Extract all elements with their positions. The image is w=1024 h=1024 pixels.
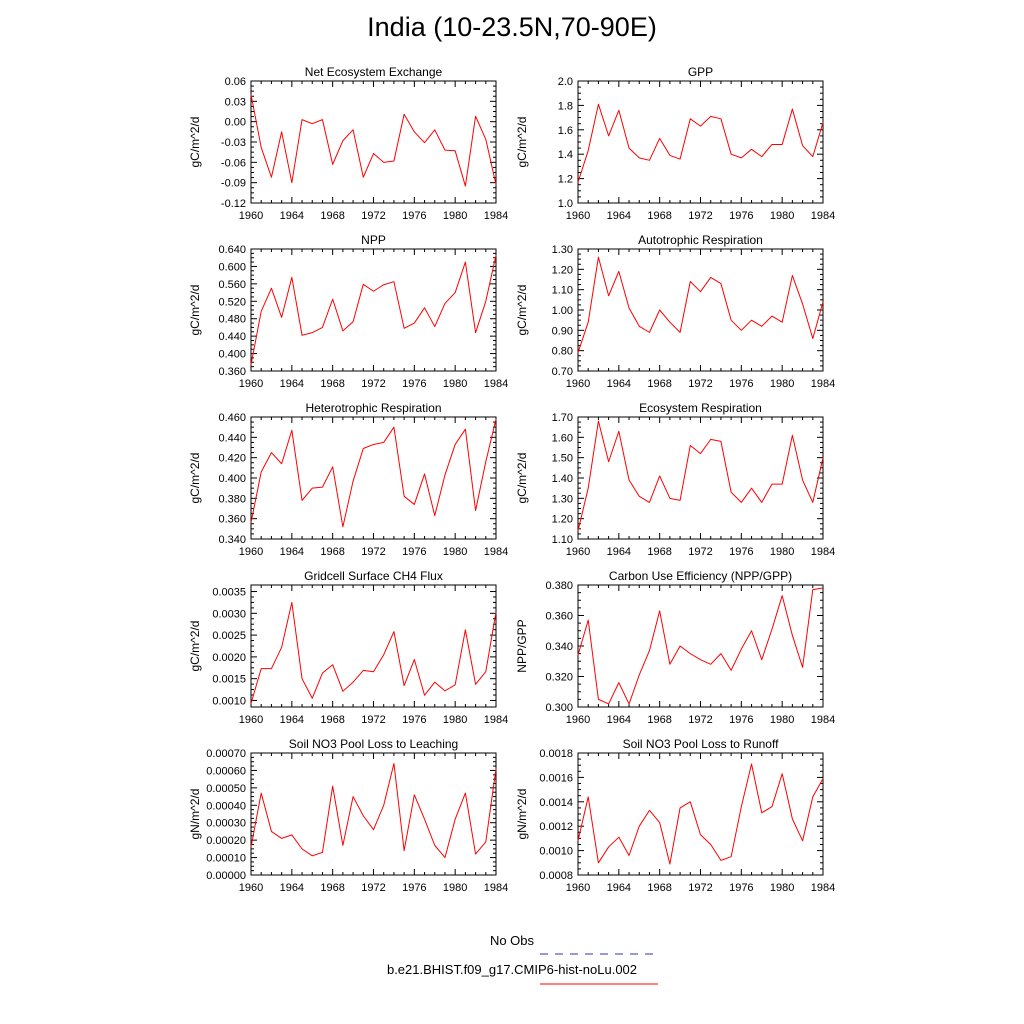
panel-2-xtick-label: 1972 — [361, 378, 386, 390]
panel-3-xtick-label: 1980 — [769, 378, 795, 390]
panel-0-ytick-label: -0.03 — [220, 137, 246, 149]
legend-line-model — [538, 979, 660, 989]
panel-5-xtick-label: 1984 — [810, 546, 836, 558]
panel-0-xtick-label: 1960 — [238, 210, 264, 222]
panel-9-xtick-label: 1964 — [606, 882, 632, 894]
panel-3-ylabel: gC/m^2/d — [515, 284, 529, 336]
panel-8-series-line-0 — [251, 763, 496, 857]
panel-5-xtick-label: 1968 — [647, 546, 672, 558]
panel-9-title: Soil NO3 Pool Loss to Runoff — [622, 737, 779, 751]
panel-2-ytick-label: 0.400 — [218, 348, 246, 361]
panel-9-series-line-0 — [578, 764, 823, 864]
panel-9-xtick-label: 1960 — [565, 882, 591, 894]
panel-5-ytick-label: 1.30 — [551, 493, 573, 506]
panel-6-series-line-0 — [251, 602, 496, 703]
panel-3-xtick-label: 1972 — [688, 378, 713, 390]
panel-7-ylabel: NPP/GPP — [515, 619, 529, 673]
panel-6-ytick-label: 0.0020 — [212, 651, 246, 664]
panel-1-ytick-label: 1.2 — [557, 173, 573, 186]
panel-5-ytick-label: 1.20 — [551, 513, 573, 526]
panel-1-xtick-label: 1968 — [647, 210, 672, 222]
panel-5-ytick-label: 1.60 — [551, 432, 573, 445]
panel-8-ytick-label: 0.00060 — [206, 765, 246, 778]
panel-8-xtick-label: 1984 — [483, 882, 509, 894]
panel-8-ytick-label: 0.00050 — [206, 782, 246, 795]
panel-6-title: Gridcell Surface CH4 Flux — [304, 569, 443, 583]
panel-4-ytick-label: 0.360 — [218, 513, 246, 526]
panel-9-ytick-label: 0.0010 — [539, 845, 573, 858]
panel-6-ytick-label: 0.0015 — [212, 673, 246, 686]
panel-5-xtick-label: 1980 — [769, 546, 795, 558]
panel-4-ytick-label: 0.400 — [218, 473, 246, 485]
panel-2-series-line-0 — [251, 255, 496, 365]
panel-2-ytick-label: 0.560 — [218, 278, 246, 291]
panel-7-ytick-label: 0.340 — [545, 641, 573, 653]
panel-1-ytick-label: 1.8 — [557, 100, 573, 113]
panel-9-frame — [578, 753, 823, 875]
panel-7-xtick-label: 1984 — [810, 714, 836, 726]
panel-5-ytick-label: 1.70 — [551, 412, 573, 424]
panel-1-ytick-label: 1.0 — [557, 198, 573, 210]
panel-0-xtick-label: 1964 — [279, 210, 305, 222]
panel-3-series-line-0 — [578, 257, 823, 353]
panel-6-xtick-label: 1972 — [361, 714, 386, 726]
panel-3-xtick-label: 1976 — [729, 378, 754, 390]
panel-1-series-line-0 — [578, 104, 823, 182]
panel-7-xtick-label: 1968 — [647, 714, 672, 726]
panel-1-ytick-label: 1.4 — [557, 149, 573, 162]
panel-2-xtick-label: 1964 — [279, 378, 305, 390]
panel-8-xtick-label: 1968 — [320, 882, 345, 894]
panel-1-ytick-label: 2.0 — [557, 76, 573, 88]
panel-7-xtick-label: 1972 — [688, 714, 713, 726]
panel-6-xtick-label: 1968 — [320, 714, 345, 726]
panel-2-ytick-label: 0.520 — [218, 296, 246, 309]
panel-6-ytick-label: 0.0035 — [212, 586, 246, 599]
panel-9-ytick-label: 0.0008 — [539, 870, 573, 882]
panel-5-frame — [578, 417, 823, 539]
panel-0-series-line-0 — [251, 95, 496, 187]
panel-4-xtick-label: 1984 — [483, 546, 509, 558]
panel-7-ytick-label: 0.300 — [545, 702, 573, 714]
panel-4-ytick-label: 0.440 — [218, 432, 246, 445]
panel-3-frame — [578, 249, 823, 371]
panel-8-ytick-label: 0.00040 — [206, 800, 246, 813]
panel-8-xtick-label: 1960 — [238, 882, 264, 894]
panel-4-ytick-label: 0.420 — [218, 452, 246, 465]
panel-5-ytick-label: 1.50 — [551, 452, 573, 465]
panel-8-xtick-label: 1964 — [279, 882, 305, 894]
panel-6-ytick-label: 0.0030 — [212, 608, 246, 621]
panel-0-xtick-label: 1968 — [320, 210, 345, 222]
panel-3-xtick-label: 1960 — [565, 378, 591, 390]
panel-9-xtick-label: 1972 — [688, 882, 713, 894]
figure-title: India (10-23.5N,70-90E) — [367, 12, 657, 42]
panel-3-ytick-label: 1.30 — [551, 244, 573, 256]
panel-7-xtick-label: 1976 — [729, 714, 754, 726]
panel-9-ytick-label: 0.0012 — [539, 821, 573, 834]
panel-6-xtick-label: 1976 — [402, 714, 427, 726]
panel-1-ylabel: gC/m^2/d — [515, 116, 529, 168]
panel-2-ytick-label: 0.360 — [218, 366, 246, 378]
panel-7-frame — [578, 585, 823, 707]
panel-3-ytick-label: 1.00 — [551, 305, 573, 317]
panel-4-ylabel: gC/m^2/d — [188, 452, 202, 504]
panel-3-ytick-label: 0.80 — [551, 345, 573, 358]
panel-2-ytick-label: 0.600 — [218, 261, 246, 274]
panel-8-ylabel: gN/m^2/d — [188, 788, 202, 840]
panel-9-xtick-label: 1984 — [810, 882, 836, 894]
panel-2-xtick-label: 1968 — [320, 378, 345, 390]
panel-2-ytick-label: 0.440 — [218, 331, 246, 344]
legend-line-obs — [538, 949, 660, 959]
panel-7-xtick-label: 1980 — [769, 714, 795, 726]
panel-5-xtick-label: 1960 — [565, 546, 591, 558]
panel-2-title: NPP — [361, 233, 386, 247]
panel-3-ytick-label: 0.70 — [551, 366, 573, 378]
panel-4-xtick-label: 1964 — [279, 546, 305, 558]
panel-6-xtick-label: 1960 — [238, 714, 264, 726]
panel-1-xtick-label: 1972 — [688, 210, 713, 222]
panel-6-ytick-label: 0.0025 — [212, 630, 246, 643]
panel-8-xtick-label: 1976 — [402, 882, 427, 894]
panel-8-ytick-label: 0.00000 — [206, 870, 246, 882]
panel-0-ylabel: gC/m^2/d — [188, 116, 202, 168]
panel-2-frame — [251, 249, 496, 371]
panel-6-xtick-label: 1984 — [483, 714, 509, 726]
panel-3-ytick-label: 1.20 — [551, 264, 573, 277]
panel-9-ytick-label: 0.0016 — [539, 772, 573, 785]
panel-4-ytick-label: 0.380 — [218, 493, 246, 506]
panel-4-series-line-0 — [251, 419, 496, 527]
panel-1-xtick-label: 1976 — [729, 210, 754, 222]
panel-7-xtick-label: 1964 — [606, 714, 632, 726]
panel-5-xtick-label: 1964 — [606, 546, 632, 558]
panel-9-xtick-label: 1968 — [647, 882, 672, 894]
panel-6-xtick-label: 1980 — [442, 714, 468, 726]
panel-0-ytick-label: 0.03 — [224, 96, 246, 109]
panel-9-ytick-label: 0.0014 — [539, 796, 573, 809]
panel-8-xtick-label: 1972 — [361, 882, 386, 894]
panel-3-xtick-label: 1964 — [606, 378, 632, 390]
panel-2-xtick-label: 1976 — [402, 378, 427, 390]
panel-5-ytick-label: 1.10 — [551, 534, 573, 546]
panel-0-xtick-label: 1972 — [361, 210, 386, 222]
panel-8-xtick-label: 1980 — [442, 882, 468, 894]
panel-0-xtick-label: 1976 — [402, 210, 427, 222]
panel-4-xtick-label: 1980 — [442, 546, 468, 558]
panel-8-title: Soil NO3 Pool Loss to Leaching — [288, 737, 459, 751]
panel-2-ytick-label: 0.640 — [218, 244, 246, 256]
panel-4-ytick-label: 0.340 — [218, 534, 246, 546]
panel-7-series-line-0 — [578, 588, 823, 704]
panel-7-ytick-label: 0.380 — [545, 580, 573, 592]
panel-8-ytick-label: 0.00030 — [206, 817, 246, 830]
panel-7-xtick-label: 1960 — [565, 714, 591, 726]
panel-0-frame — [251, 81, 496, 203]
panel-6-frame — [251, 585, 496, 707]
panel-8-ytick-label: 0.00020 — [206, 835, 246, 848]
panel-1-frame — [578, 81, 823, 203]
panel-4-frame — [251, 417, 496, 539]
panel-4-xtick-label: 1976 — [402, 546, 427, 558]
panel-0-ytick-label: -0.06 — [220, 157, 246, 170]
panel-7-ytick-label: 0.320 — [545, 671, 573, 684]
panel-8-ytick-label: 0.00010 — [206, 852, 246, 865]
panel-3-xtick-label: 1984 — [810, 378, 836, 390]
panel-5-title: Ecosystem Respiration — [639, 401, 762, 415]
panel-1-xtick-label: 1960 — [565, 210, 591, 222]
panel-2-ytick-label: 0.480 — [218, 313, 246, 326]
panel-2-xtick-label: 1960 — [238, 378, 264, 390]
legend-label-model: b.e21.BHIST.f09_g17.CMIP6-hist-noLu.002 — [386, 962, 638, 977]
panel-4-xtick-label: 1972 — [361, 546, 386, 558]
panel-3-xtick-label: 1968 — [647, 378, 672, 390]
panel-9-ylabel: gN/m^2/d — [515, 788, 529, 840]
panel-1-xtick-label: 1964 — [606, 210, 632, 222]
panel-5-ytick-label: 1.40 — [551, 473, 573, 485]
panel-6-ytick-label: 0.0010 — [212, 695, 246, 708]
panel-1-xtick-label: 1984 — [810, 210, 836, 222]
legend-label-obs: No Obs — [489, 933, 535, 948]
panel-0-ytick-label: 0.00 — [224, 116, 246, 129]
panel-0-ytick-label: 0.06 — [224, 76, 246, 88]
panel-1-ytick-label: 1.6 — [557, 124, 573, 137]
panel-5-xtick-label: 1976 — [729, 546, 754, 558]
panel-4-title: Heterotrophic Respiration — [305, 401, 442, 415]
panel-9-ytick-label: 0.0018 — [539, 748, 573, 760]
panel-0-ytick-label: -0.12 — [220, 198, 246, 210]
panel-6-xtick-label: 1964 — [279, 714, 305, 726]
panel-7-ytick-label: 0.360 — [545, 610, 573, 623]
panel-7-title: Carbon Use Efficiency (NPP/GPP) — [608, 569, 793, 583]
panel-0-xtick-label: 1980 — [442, 210, 468, 222]
panel-4-xtick-label: 1968 — [320, 546, 345, 558]
panel-1-xtick-label: 1980 — [769, 210, 795, 222]
panel-1-title: GPP — [687, 65, 714, 79]
panel-9-xtick-label: 1980 — [769, 882, 795, 894]
panel-2-xtick-label: 1984 — [483, 378, 509, 390]
panel-9-xtick-label: 1976 — [729, 882, 754, 894]
panel-5-series-line-0 — [578, 421, 823, 531]
panel-3-ytick-label: 1.10 — [551, 284, 573, 297]
panel-3-ytick-label: 0.90 — [551, 325, 573, 338]
panel-0-xtick-label: 1984 — [483, 210, 509, 222]
panel-2-ylabel: gC/m^2/d — [188, 284, 202, 336]
panel-4-ytick-label: 0.460 — [218, 412, 246, 424]
panel-6-ylabel: gC/m^2/d — [188, 620, 202, 672]
panel-5-xtick-label: 1972 — [688, 546, 713, 558]
panel-5-ylabel: gC/m^2/d — [515, 452, 529, 504]
panel-8-ytick-label: 0.00070 — [206, 748, 246, 760]
panel-0-ytick-label: -0.09 — [220, 177, 246, 190]
panel-0-title: Net Ecosystem Exchange — [304, 65, 443, 79]
panel-4-xtick-label: 1960 — [238, 546, 264, 558]
panel-3-title: Autotrophic Respiration — [638, 233, 763, 247]
panel-8-frame — [251, 753, 496, 875]
panel-2-xtick-label: 1980 — [442, 378, 468, 390]
